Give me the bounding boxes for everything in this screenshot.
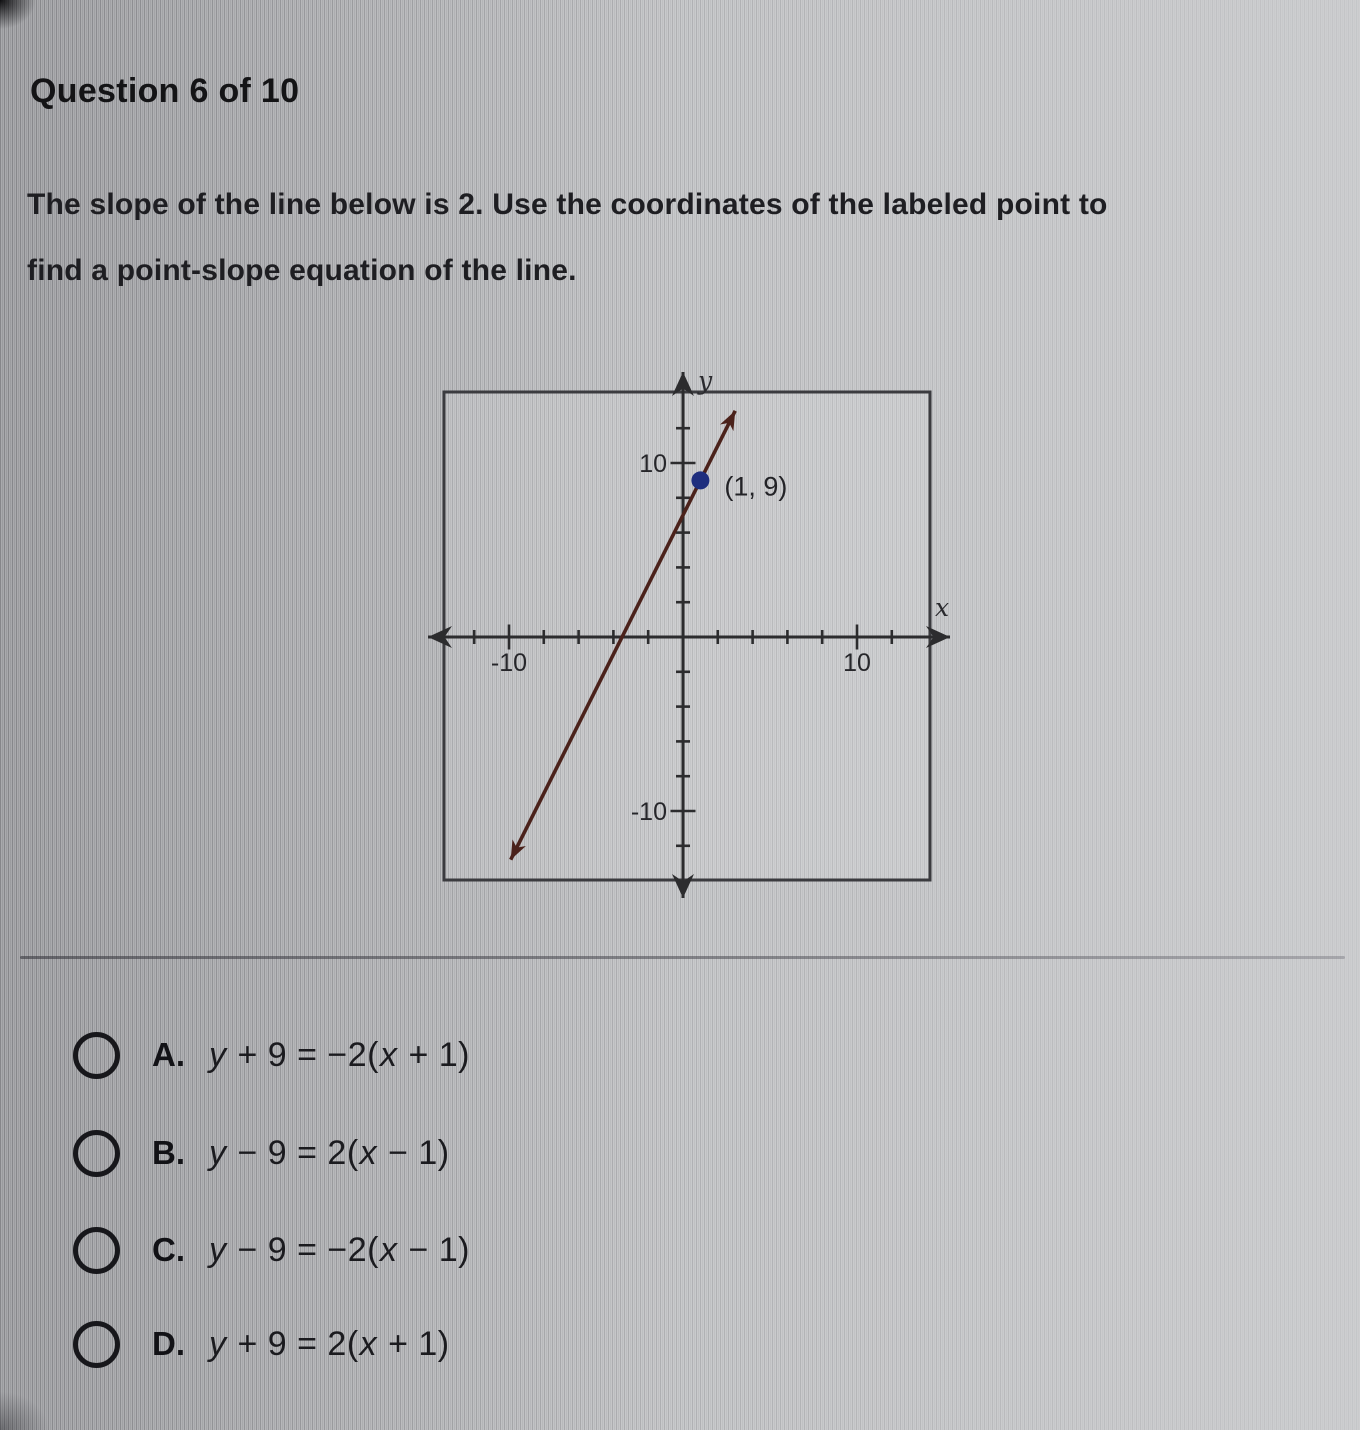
question-text-line1: The slope of the line below is 2. Use the coordinates of the labeled point to <box>27 188 1108 221</box>
question-counter: Question 6 of 10 <box>30 72 300 110</box>
radio-option-a[interactable] <box>73 1032 120 1079</box>
option-letter: A. <box>152 1036 185 1073</box>
option-formula: y − 9 = −2(x − 1) <box>209 1230 470 1269</box>
option-formula: y + 9 = −2(x + 1) <box>209 1035 470 1074</box>
svg-text:-10: -10 <box>490 649 528 677</box>
option-letter: D. <box>152 1325 185 1362</box>
svg-text:10: 10 <box>843 649 871 677</box>
option-letter: C. <box>152 1231 185 1268</box>
answer-option-a[interactable] <box>73 1029 470 1081</box>
option-formula: y − 9 = 2(x − 1) <box>209 1133 450 1172</box>
svg-text:-10: -10 <box>630 798 667 826</box>
radio-option-c[interactable] <box>73 1227 120 1274</box>
coordinate-graph <box>414 368 964 908</box>
answer-option-b[interactable] <box>73 1127 450 1179</box>
question-text-line2: find a point-slope equation of the line. <box>27 254 577 287</box>
svg-text:10: 10 <box>639 450 667 478</box>
radio-option-d[interactable] <box>73 1321 120 1368</box>
radio-option-b[interactable] <box>73 1130 120 1177</box>
option-formula: y + 9 = 2(x + 1) <box>209 1324 450 1363</box>
svg-text:x: x <box>935 593 950 622</box>
svg-text:(1, 9): (1, 9) <box>724 471 788 502</box>
section-divider <box>20 956 1345 959</box>
svg-text:y: y <box>698 368 713 395</box>
answer-option-d[interactable] <box>73 1318 450 1370</box>
answer-option-c[interactable] <box>73 1224 470 1276</box>
graph-svg <box>414 368 964 908</box>
option-letter: B. <box>152 1134 185 1171</box>
